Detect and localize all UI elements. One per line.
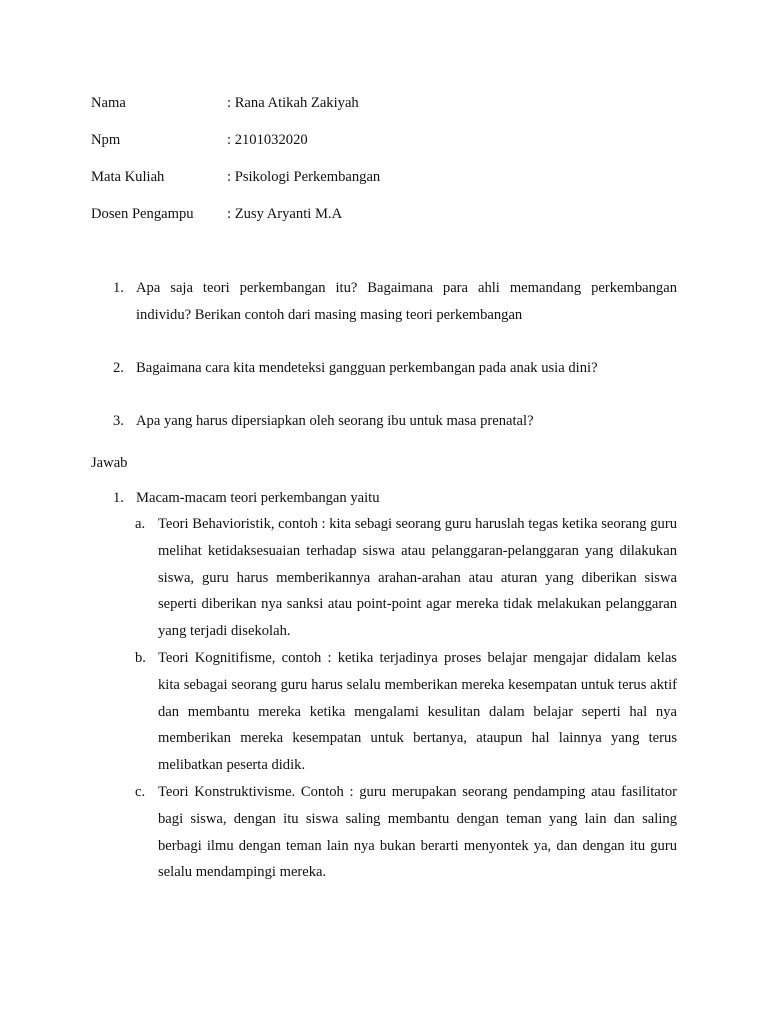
question-3-number: 3. (113, 413, 124, 429)
course-value: : Psikologi Perkembangan (227, 169, 381, 185)
question-1-text: Apa saja teori perkembangan itu? Bagaimana para ahli memandang perkembangan individu? Berikan contoh dari masing masing teori perkembangan (136, 280, 677, 323)
answer-1a-letter: a. (135, 516, 146, 532)
question-1-number: 1. (113, 280, 124, 296)
answer-1-number: 1. (113, 490, 124, 506)
answer-1b-letter: b. (135, 650, 146, 666)
name-label: Nama (91, 95, 126, 111)
answer-1b-text: Teori Kognitifisme, contoh : ketika terjadinya proses belajar mengajar didalam kelas kita sebagai seorang guru harus selalu memberikan mereka kesempatan untuk terus aktif dan membantu mereka ketika mengalami kesulitan dalam belajar seperti hal nya memberikan mereka kesempatan untuk bertanya, ataupun hal lainnya yang terus melibatkan peserta didik. (158, 650, 677, 774)
answer-1c-letter: c. (135, 784, 146, 800)
answer-1-text: Macam-macam teori perkembangan yaitu (136, 490, 380, 506)
answer-1a-text: Teori Behavioristik, contoh : kita sebagi seorang guru haruslah tegas ketika seorang guru melihat ketidaksesuaian terhadap siswa atau pelanggaran-pelanggaran yang dilakukan siswa, guru harus memberikannya arahan-arahan atau aturan yang diberikan siswa seperti diberikan nya sanksi atau point-point agar mereka tidak melakukan pelanggaran yang terjadi disekolah. (158, 516, 677, 640)
course-label: Mata Kuliah (91, 169, 165, 185)
question-2-number: 2. (113, 360, 124, 376)
lecturer-label: Dosen Pengampu (91, 206, 194, 222)
question-3-text: Apa yang harus dipersiapkan oleh seorang ibu untuk masa prenatal? (136, 413, 534, 429)
name-value: : Rana Atikah Zakiyah (227, 95, 359, 111)
answer-heading: Jawab (91, 455, 128, 471)
question-2-text: Bagaimana cara kita mendeteksi gangguan perkembangan pada anak usia dini? (136, 360, 598, 376)
npm-label: Npm (91, 132, 121, 148)
npm-value: : 2101032020 (227, 132, 308, 148)
lecturer-value: : Zusy Aryanti M.A (227, 206, 343, 222)
answer-1c-text: Teori Konstruktivisme. Contoh : guru merupakan seorang pendamping atau fasilitator bagi siswa, dengan itu siswa saling membantu dengan teman yang lain dan saling berbagi ilmu dengan teman lain nya bukan berarti menyontek ya, dan dengan itu guru selalu mendampingi mereka. (158, 784, 677, 881)
